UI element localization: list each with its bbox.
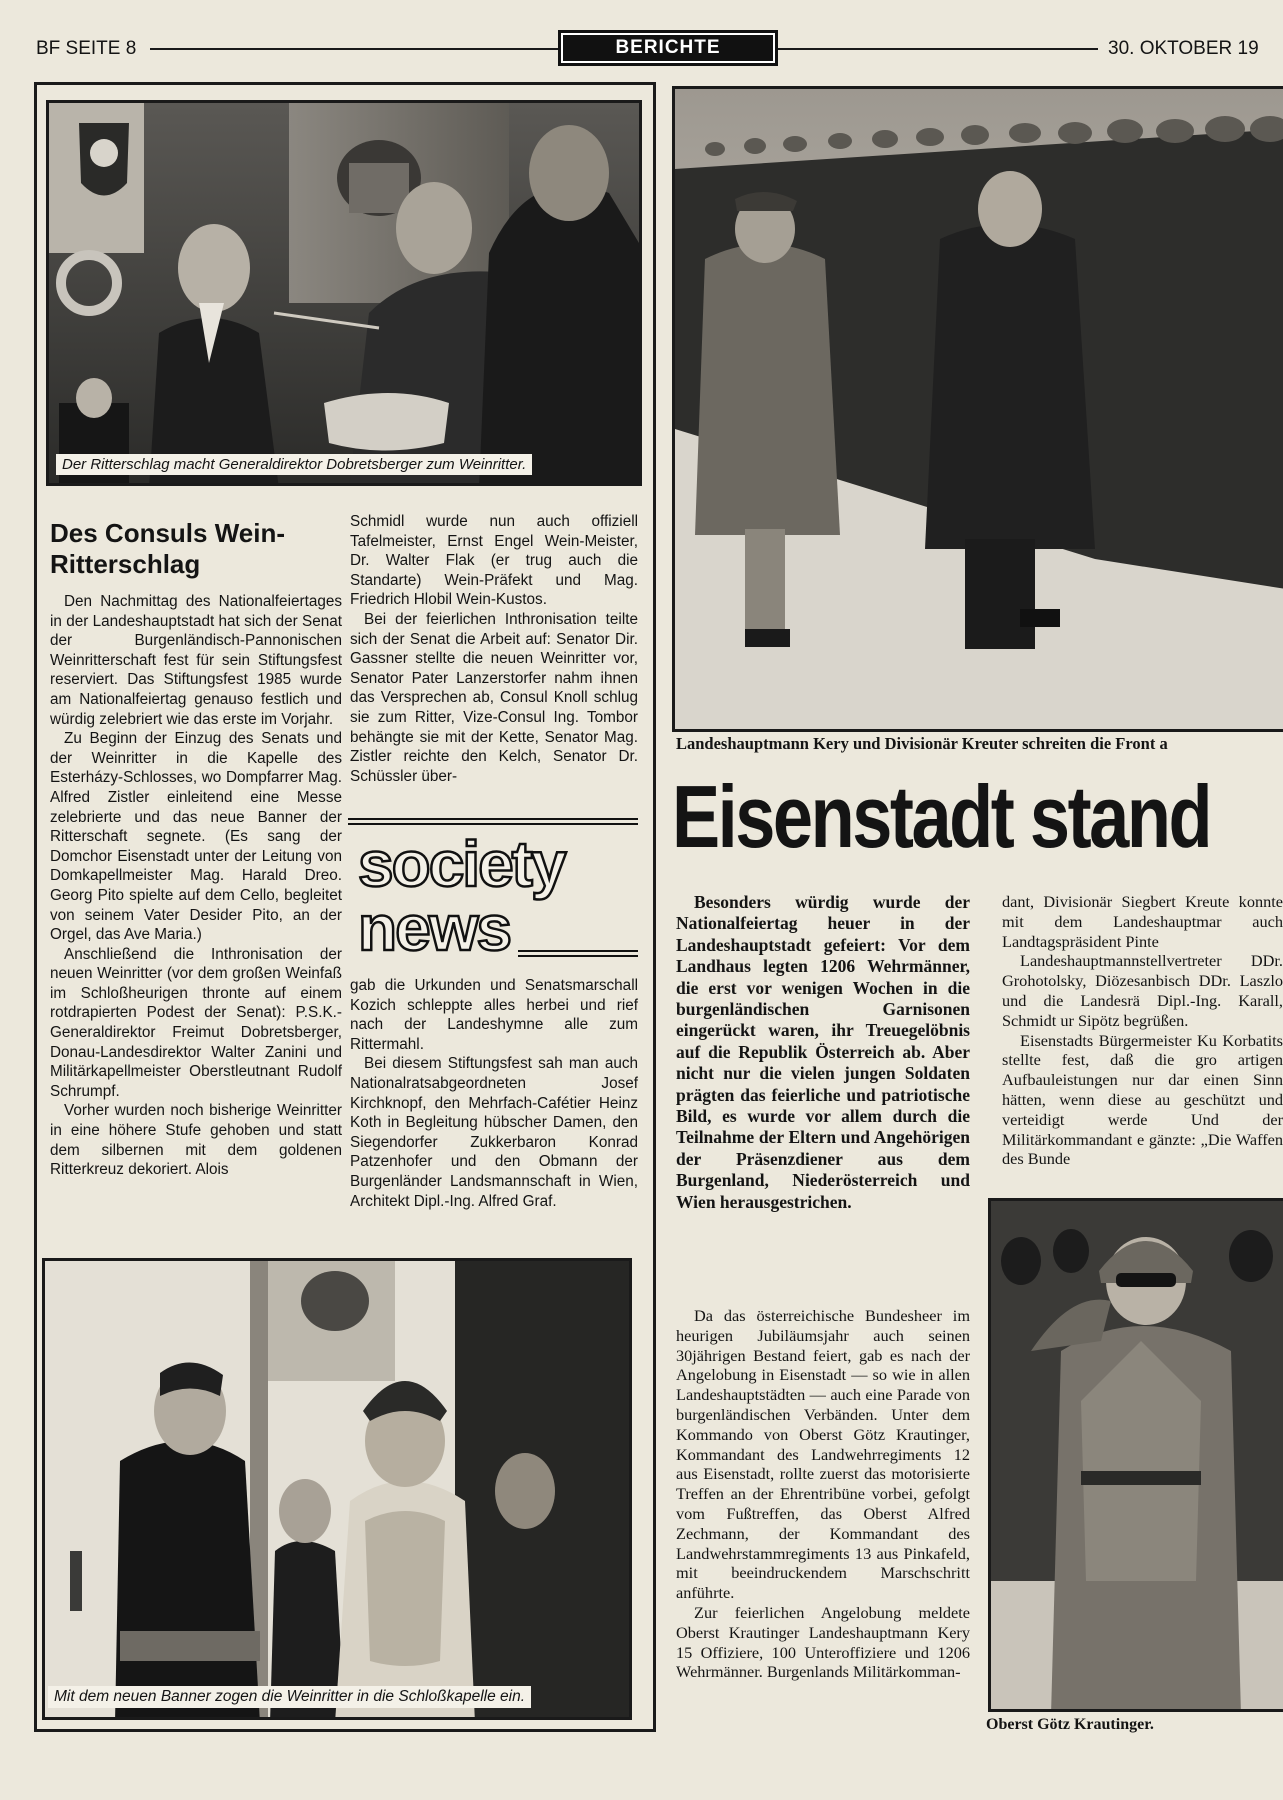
header-rule-left — [150, 48, 558, 50]
paragraph: gab die Urkunden und Senatsmarschall Kozich schleppte alles herbei und rief nach der Landeshymne alle zum Rittermahl. — [350, 977, 638, 1053]
society-news-logo — [348, 814, 638, 964]
photo-knighting — [46, 100, 642, 486]
photo-banner-procession — [42, 1258, 632, 1720]
paragraph: Schmidl wurde nun auch offiziell Tafelmeister, Ernst Engel Wein-Meister, Dr. Walter Flak (er trug auch die Standarte) Wein-Präfekt und Mag. Friedrich Hlobil Wein-Kustos. — [350, 513, 638, 609]
lead-paragraph — [676, 892, 970, 1213]
paragraph: Zu Beginn der Einzug des Senats und der Weinritter in die Kapelle des Esterházy-Schlosses, wo Dompfarrer Mag. Alfred Zistler einleitend eine Messe zelebrierte und das neue Banner der Ritterschaft segnete. (Es sang der Domchor Eisenstadt unter der Leitung von Domkapellmeister Mag. Harald Dreo. Georg Pito spielte auf dem Cello, begleitet von seinem Vater Desider Pito, an der Orgel, das Ave Maria.) — [50, 730, 342, 944]
article-column-1 — [50, 592, 342, 1180]
paragraph: Bei diesem Stiftungsfest sah man auch Nationalratsabgeordneten Josef Kirchknopf, den Mehrfach-Cafétier Heinz Koth in Begleitung hübscher Damen, den Siegendorfer Zukkerbaron Konrad Patzenhofer und den Obmann der Burgenländer Landsmannschaft in Wien, Architekt Dipl.-Ing. Alfred Graf. — [350, 1055, 638, 1210]
parade-body-column — [676, 1306, 970, 1682]
logo-rule-bottom-2 — [518, 955, 638, 957]
ressort-label: BERICHTE — [563, 35, 773, 61]
photo-krautinger-caption: Oberst Götz Krautinger. — [986, 1716, 1154, 1733]
news-word: news — [358, 892, 511, 964]
photo-knighting-caption: Der Ritterschlag macht Generaldirektor Dobretsberger zum Weinritter. — [56, 454, 532, 475]
society-word: society — [358, 828, 565, 900]
issue-date: 30. OKTOBER 19 — [1108, 38, 1259, 59]
paragraph: dant, Divisionär Siegbert Kreute konnte mit dem Landeshauptmar auch Landtagspräsident Pinte — [1002, 892, 1283, 951]
paragraph: Zur feierlichen Angelobung meldete Oberst Krautinger Landeshauptmann Kery 15 Offiziere, 100 Unteroffiziere und 1206 Wehrmänner. Burgenlands Militärkomman- — [676, 1602, 970, 1682]
photo-parade-front — [672, 86, 1283, 732]
ressort-box — [558, 30, 778, 66]
page-section: BF SEITE 8 — [36, 38, 137, 59]
paragraph: Anschließend die Inthronisation der neuen Weinritter (vor dem großen Weinfaß im Schloßheurigen thronte auf einem rotdrapierten Podest der Senat): P.S.K.-Generaldirektor Freimut Dobretsberger, Donau-Landesdirektor Walter Zanini und Militärkapellmeister Oberstleutnant Rudolf Schrumpf. — [50, 945, 342, 1100]
article-headline: Des Consuls Wein-Ritterschlag — [50, 518, 286, 579]
photo-parade-caption: Landeshauptmann Kery und Divisionär Kreuter schreiten die Front a — [676, 734, 1168, 753]
logo-rule-top — [348, 818, 638, 820]
paragraph: Eisenstadts Bürgermeister Ku Korbatits stellte fest, daß die gro artigen Aufbauleistungen nur dar einen Sinn hätten, wenn diese au geschützt und verteidigt werde Und der Militärkommandant e gänzte: „Die Waffen des Bunde — [1002, 1030, 1283, 1169]
photo-banner-caption: Mit dem neuen Banner zogen die Weinritter in die Schloßkapelle ein. — [48, 1686, 531, 1708]
paragraph: Landeshauptmannstellvertreter DDr. Grohotolsky, Diözesanbisch DDr. Laszlo und die Landesrä Dipl.-Ing. Karall, Schmidt ur Sipötz begrüßen. — [1002, 951, 1283, 1030]
parade-right-column — [1002, 892, 1283, 1192]
paragraph: Da das österreichische Bundesheer im heurigen Jubiläumsjahr auch seinen 30jährigen Bestand feiert, gab es nach der Angelobung in Eisenstadt — so wie in allen Landeshauptstädten — auch eine Parade von burgenländischen Verbänden. Unter dem Kommando von Oberst Götz Krautinger, Kommandant des Landwehrregiments 12 aus Eisenstadt, rollte zuerst das motorisierte Treffen an der Ehrentribüne vorbei, gefolgt vom Fußtreffen, das Oberst Alfred Zechmann, der Kommandant des Landwehrstammregiments 13 aus Pinkafeld, mit beeindruckendem Marschschritt anführte. — [676, 1306, 970, 1603]
paragraph: Bei der feierlichen Inthronisation teilte sich der Senat die Arbeit auf: Senator Dir. Gassner stellte die neuen Weinritter vor, Senator Pater Lanzerstorfer nahm ihnen das Versprechen ab, Consul Knoll schlug sie zum Ritter, Vize-Consul Ing. Tombor behängte sie mit der Kette, Senator Mag. Zistler reichte den Kelch, Senator Dr. Schüssler über- — [350, 610, 638, 785]
article-column-2 — [350, 512, 638, 786]
paragraph: Vorher wurden noch bisherige Weinritter in eine höhere Stufe gehoben und statt dem silbernen mit dem goldenen Ritterkreuz dekoriert. Alois — [50, 1102, 342, 1179]
article-column-2b — [350, 976, 638, 1211]
lead-text: Besonders würdig wurde der Nationalfeiertag heuer in der Landeshauptstadt gefeiert: Vor dem Landhaus legten 1206 Wehrmänner, die erst vor wenigen Wochen in die burgenländischen Garnisonen eingerückt waren, ihr Treuegelöbnis auf die Republik Österreich ab. Aber nicht nur die vielen jungen Soldaten prägten das feierliche und patriotische Bild, es wurde vor allem durch die Teilnahme der Eltern und Angehörigen der Präsenzdiener aus dem Burgenland, Niederösterreich und Wien herausgestrichen. — [676, 892, 970, 1212]
logo-rule-bottom — [518, 950, 638, 952]
photo-krautinger — [988, 1198, 1283, 1712]
parade-headline: Eisenstadt stand — [672, 767, 1211, 866]
header-rule-right — [778, 48, 1098, 50]
paragraph: Den Nachmittag des Nationalfeiertages in der Landeshauptstadt hat sich der Senat der Burgenländisch-Pannonischen Weinritterschaft fest für sein Stiftungsfest reserviert. Das Stiftungsfest 1985 wurde am Nationalfeiertag genauso festlich und würdig zelebriert wie das erste im Vorjahr. — [50, 593, 342, 728]
